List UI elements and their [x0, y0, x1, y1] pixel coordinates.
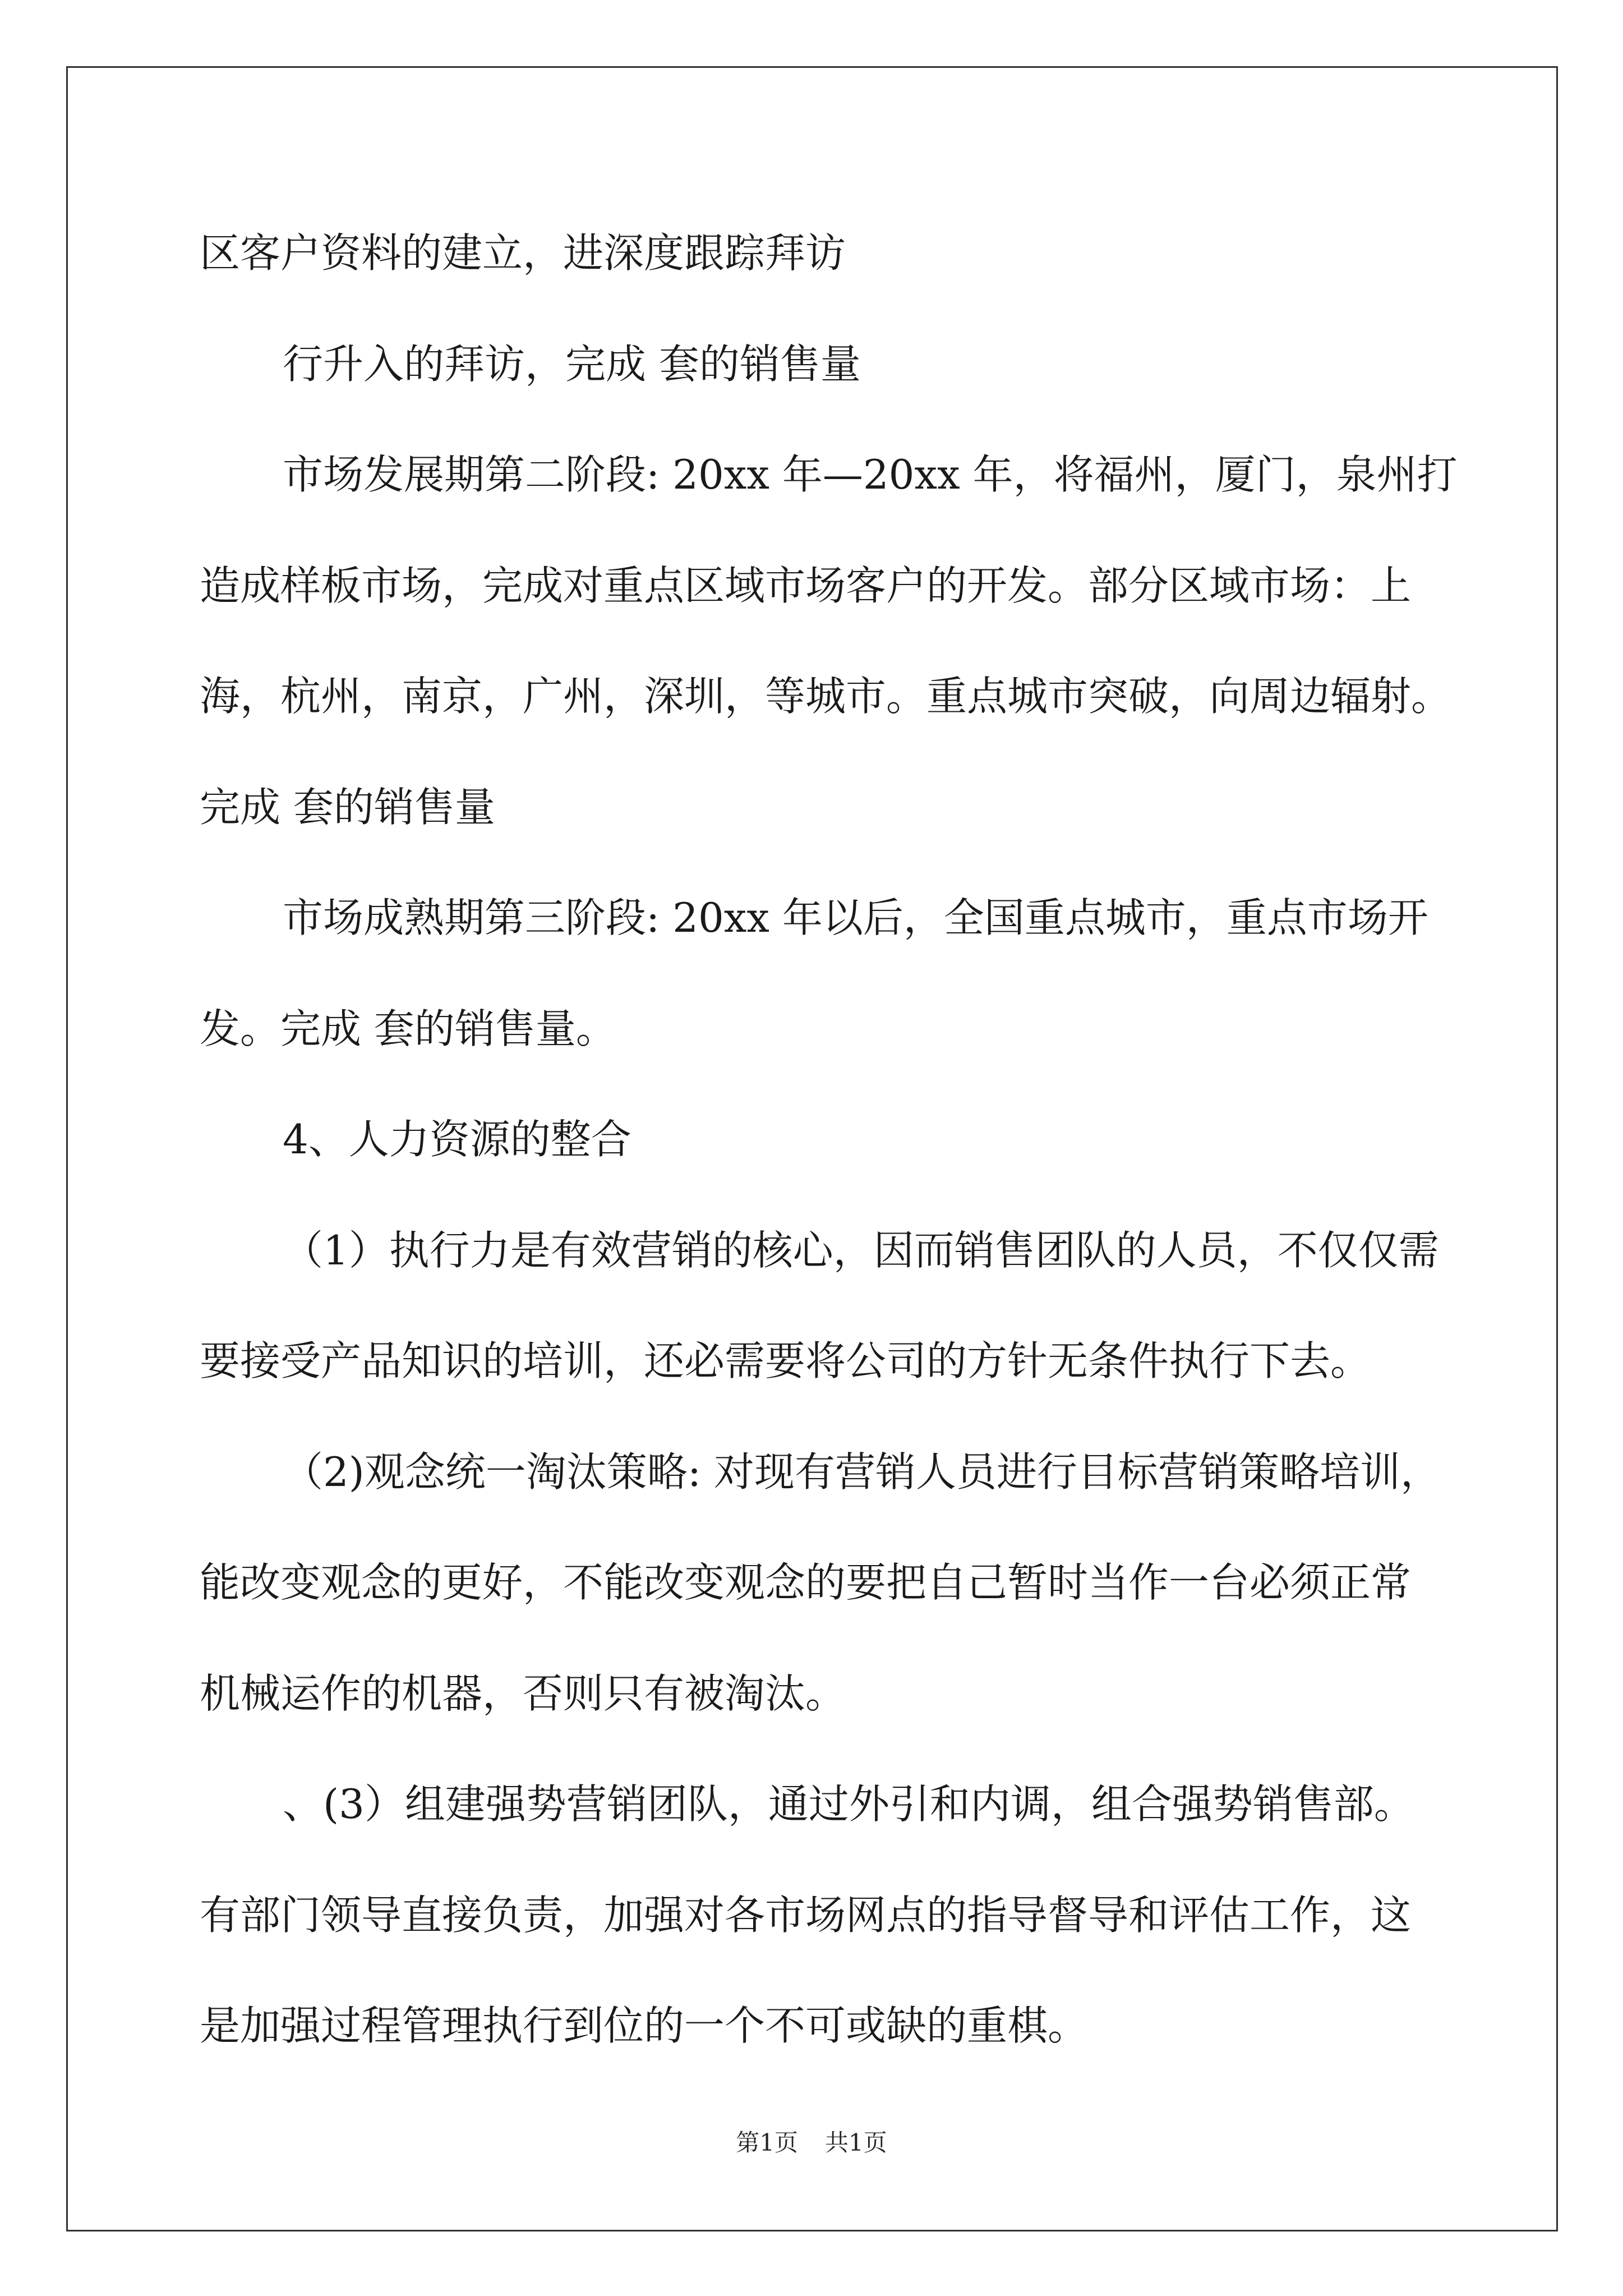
text-line: 有部门领导直接负责，加强对各市场网点的指导督导和评估工作，这 [200, 1891, 1412, 1939]
page-footer [0, 2126, 1623, 2160]
text-line: 造成样板市场，完成对重点区域市场客户的开发。部分区域市场：上 [200, 562, 1412, 609]
text-line: 要接受产品知识的培训，还必需要将公司的方针无条件执行下去。 [200, 1337, 1371, 1384]
page-total: 共1页 [825, 2129, 887, 2156]
text-line: 海，杭州，南京，广州，深圳，等城市。重点城市突破，向周边辐射。 [200, 673, 1452, 720]
text-line: 、(3）组建强势营销团队，通过外引和内调，组合强势销售部。 [283, 1780, 1414, 1828]
text-line: 发。完成 套的销售量。 [200, 1005, 616, 1052]
text-line: 市场成熟期第三阶段: 20xx 年以后，全国重点城市，重点市场开 [283, 894, 1428, 941]
document-body [200, 211, 1473, 2095]
text-line: 区客户资料的建立，进深度跟踪拜访 [200, 229, 846, 277]
text-line: 市场发展期第二阶段: 20xx 年—20xx 年，将福州，厦门，泉州打 [283, 451, 1458, 498]
text-line: 行升入的拜访，完成 套的销售量 [283, 340, 861, 388]
text-line: （1）执行力是有效营销的核心，因而销售团队的人员，不仅仅需 [283, 1226, 1439, 1274]
text-line: 机械运作的机器，否则只有被淘汰。 [200, 1669, 846, 1717]
text-line: 是加强过程管理执行到位的一个不可或缺的重棋。 [200, 2002, 1089, 2049]
text-line: 4、人力资源的整合 [283, 1116, 631, 1163]
page-number: 第1页 [736, 2129, 798, 2156]
text-line: 完成 套的销售量 [200, 783, 495, 831]
text-line: （2)观念统一淘汰策略: 对现有营销人员进行目标营销策略培训， [283, 1448, 1441, 1496]
text-line: 能改变观念的更好，不能改变观念的要把自己暂时当作一台必须正常 [200, 1559, 1412, 1606]
